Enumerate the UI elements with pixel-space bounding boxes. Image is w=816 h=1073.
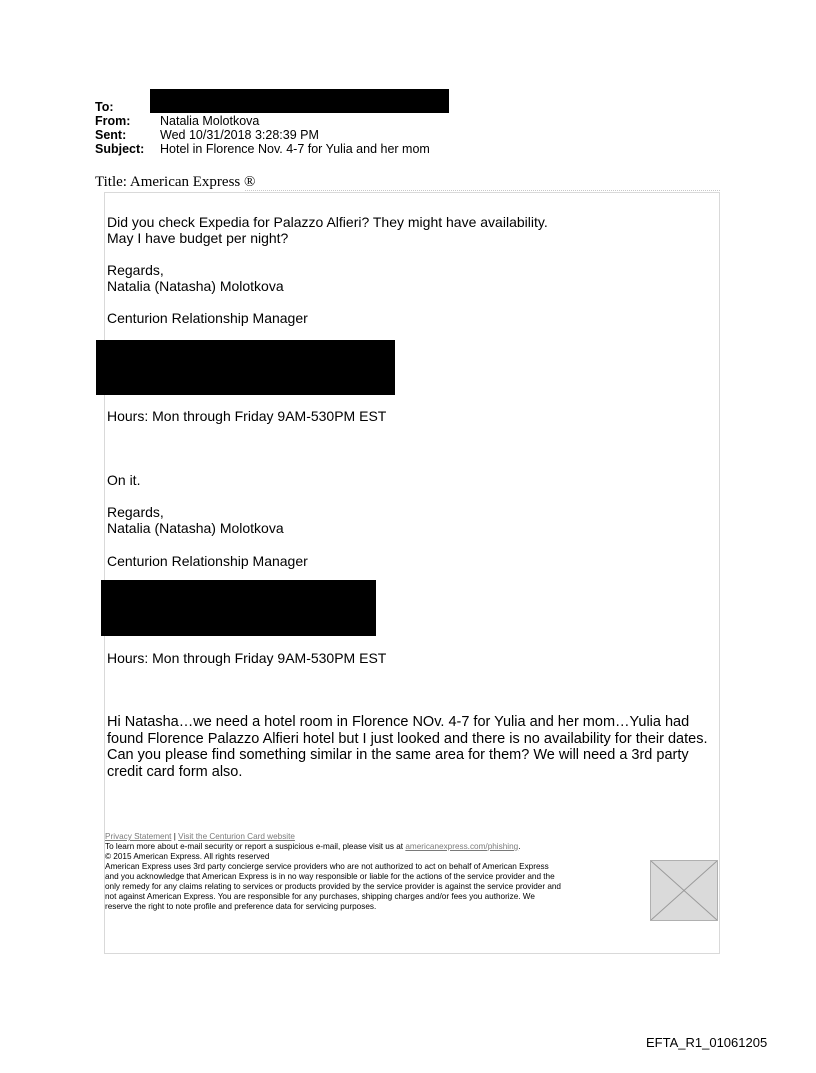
redaction-signature-2 (101, 580, 376, 636)
footer-copyright: © 2015 American Express. All rights reserved (105, 852, 270, 861)
footer-security-period: . (518, 842, 521, 851)
centurion-card-link[interactable]: Visit the Centurion Card website (178, 832, 295, 841)
sent-value: Wed 10/31/2018 3:28:39 PM (160, 128, 319, 142)
message1-regards: Regards, (107, 262, 164, 278)
message2-signature-name: Natalia (Natasha) Molotkova (107, 520, 284, 536)
footer-disclaimer-line: and you acknowledge that American Express is in no way responsible or liable for the actions of the service provider and the (105, 872, 555, 881)
redaction-signature-1 (96, 340, 395, 395)
from-value: Natalia Molotkova (160, 114, 260, 128)
footer-disclaimer-line: American Express uses 3rd party concierge service providers who are not authorized to act on behalf of American Express (105, 862, 549, 871)
message2-body: On it. (107, 472, 141, 488)
subject-label: Subject: (95, 142, 145, 156)
document-title: Title: American Express ® (95, 174, 256, 190)
footer-links (105, 832, 295, 842)
message1-line1: Did you check Expedia for Palazzo Alfieri? They might have availability. (107, 214, 548, 230)
subject-value: Hotel in Florence Nov. 4-7 for Yulia and her mom (160, 142, 430, 156)
privacy-statement-link[interactable]: Privacy Statement (105, 832, 172, 841)
title-divider (245, 190, 720, 191)
footer-disclaimer-line: not against American Express. You are responsible for any purchases, shipping charges and/or fees you authorize. We (105, 892, 535, 901)
from-label: From: (95, 114, 131, 128)
image-placeholder (650, 860, 718, 921)
sent-label: Sent: (95, 128, 127, 142)
footer-disclaimer-line: only remedy for any claims relating to services or products provided by the service provider is against the service provider and (105, 882, 561, 891)
message2-regards: Regards, (107, 504, 164, 520)
footer-security-text: To learn more about e-mail security or report a suspicious e-mail, please visit us at (105, 842, 404, 851)
document-id: EFTA_R1_01061205 (646, 1035, 768, 1050)
footer-disclaimer-line: reserve the right to note profile and preference data for servicing purposes. (105, 902, 377, 911)
message2-hours: Hours: Mon through Friday 9AM-530PM EST (107, 650, 387, 666)
phishing-link[interactable]: americanexpress.com/phishing (405, 842, 519, 851)
message1-signature-name: Natalia (Natasha) Molotkova (107, 278, 284, 294)
message3-body: Hi Natasha…we need a hotel room in Florence NOv. 4-7 for Yulia and her mom…Yulia had found Florence Palazzo Alfieri hotel but I just looked and there is no availability for their dates. Can you please find something similar in the same area for them? We will need a 3rd party credit card form also. (107, 714, 708, 780)
footer-security (105, 842, 520, 852)
message1-signature-role: Centurion Relationship Manager (107, 310, 308, 326)
broken-image-icon (651, 861, 717, 920)
message1-hours: Hours: Mon through Friday 9AM-530PM EST (107, 408, 387, 424)
redaction-to-recipient (150, 89, 449, 113)
to-label: To: (95, 100, 114, 114)
message1-line2: May I have budget per night? (107, 230, 289, 246)
footer-link-separator: | (173, 832, 176, 841)
message2-signature-role: Centurion Relationship Manager (107, 553, 308, 569)
